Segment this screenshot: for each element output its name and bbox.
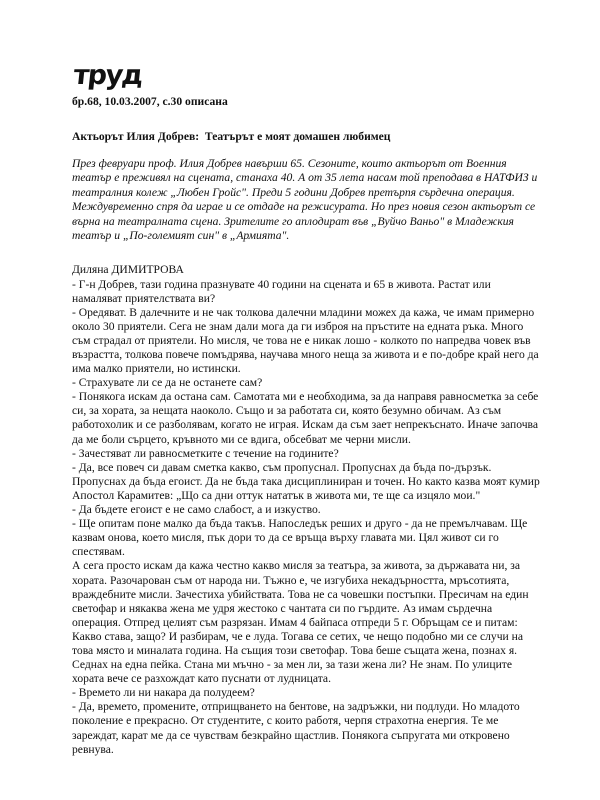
newspaper-clipping [72, 62, 542, 757]
article-body [72, 263, 542, 756]
paragraph: - Да бъдете егоист е не само слабост, а и изкуство. [72, 503, 321, 517]
paragraph: - Времето ли ни накара да полудеем? [72, 686, 255, 700]
article-headline: Актьорът Илия Добрев: Театърът е моят домашен любимец [72, 130, 391, 143]
paragraph: - Да, все повеч си давам сметка какво, съм пропуснал. Пропуснах да бъда по-дързък. Пропуснах да бъда егоист. Да не бъда така дисциплиниран и точен. Но както казва моят кумир Апостол Карамитев: „Що са дни оттук нататък в живота ми, те ще са изцяло мои." [72, 460, 540, 502]
paragraph: - Ще опитам поне малко да бъда такъв. Напоследък реших и друго - да не премълчавам. Ще казвам онова, което мисля, пък дори то да се връща върху главата ми. Цял живот си го спестявам. [72, 517, 528, 559]
newspaper-logo: труд [72, 60, 144, 91]
paragraph: - Страхувате ли се да не останете сам? [72, 376, 263, 390]
paragraph: - Оредяват. В далечните и не чак толкова далечни младини можех да кажа, че имам примерно около 30 приятели. Сега не знам дали мога да ги изброя на пръстите на едната ръка. Много съм страдал от приятели. Но мисля, че това не е никак лошо - колкото по напредва човек във възрастта, толкова повече помъдрява, научава много неща за живота и е по-добре край него да има малко приятели, но истински. [72, 305, 539, 376]
paragraph: А сега просто искам да кажа честно какво мисля за театъра, за живота, за държавата ни, за хората. Разочарован съм от народа ни. Тъжно е, че изгубиха некадърността, мръсотията, враждебните мисли. Зачестиха убийствата. Това не са човешки постъпки. Пресичам на един светофар и някаква жена ме удря жестоко с чантата си по гърдите. Аз имам сърдечна операция. Отпред целият съм разрязан. Имам 4 байпаса отпреди 5 г. Обръщам се и питам: Какво става, защо? И разбирам, че е луда. Тогава се сетих, че нещо подобно ми се случи на това място и миналата година. На същия този светофар. Това беше същата жена, познах я. Седнах на една пейка. Стана ми мъчно - за мен ли, за тази жена ли? Не знам. По улиците хората вече се разхождат като пуснати от лудницата. [72, 559, 529, 686]
paragraph: - Г-н Добрев, тази година празнувате 40 години на сцената и 65 в живота. Растат или намаляват приятелствата ви? [72, 277, 491, 305]
article-author: Диляна ДИМИТРОВА [72, 263, 184, 277]
issue-line: бр.68, 10.03.2007, с.30 описана [72, 95, 228, 108]
paragraph: - Да, времето, промените, отприщването на бентове, на задръжки, ни подлуди. Но младото поколение е прекрасно. От студентите, с които работя, черпя страхотна енергия. Те ме зареждат, карат ме да се чувствам безкрайно щастлив. Понякога съпругата ми откровено ревнува. [72, 700, 520, 756]
paragraph: - Зачестяват ли равносметките с течение на годините? [72, 446, 339, 460]
article-lead: През февруари проф. Илия Добрев навърши 65. Сезоните, които актьорът от Военния театър е преживял на сцената, станаха 40. А от 35 лета насам той преподава в НАТФИЗ и театралния колеж „Любен Гройс". Преди 5 години Добрев претърпя сърдечна операция. Междувременно спря да играе и се отдаде на режисурата. Но през новия сезон актьорът се върна на театралната сцена. Зрителите го аплодират във „Вуйчо Ваньо" в Младежкия театър и „По-големият син" в „Армията". [72, 157, 538, 243]
paragraph: - Понякога искам да остана сам. Самотата ми е необходима, за да направя равносметка за себе си, за хората, за нещата наоколо. Също и за работата си, която безумно обичам. Аз съм работохолик и се разболявам, когато не играя. Искам да съм зает непрекъснато. Иначе започва да ме боли сърцето, кръвното ми се вдига, обсебват ме черни мисли. [72, 390, 539, 446]
